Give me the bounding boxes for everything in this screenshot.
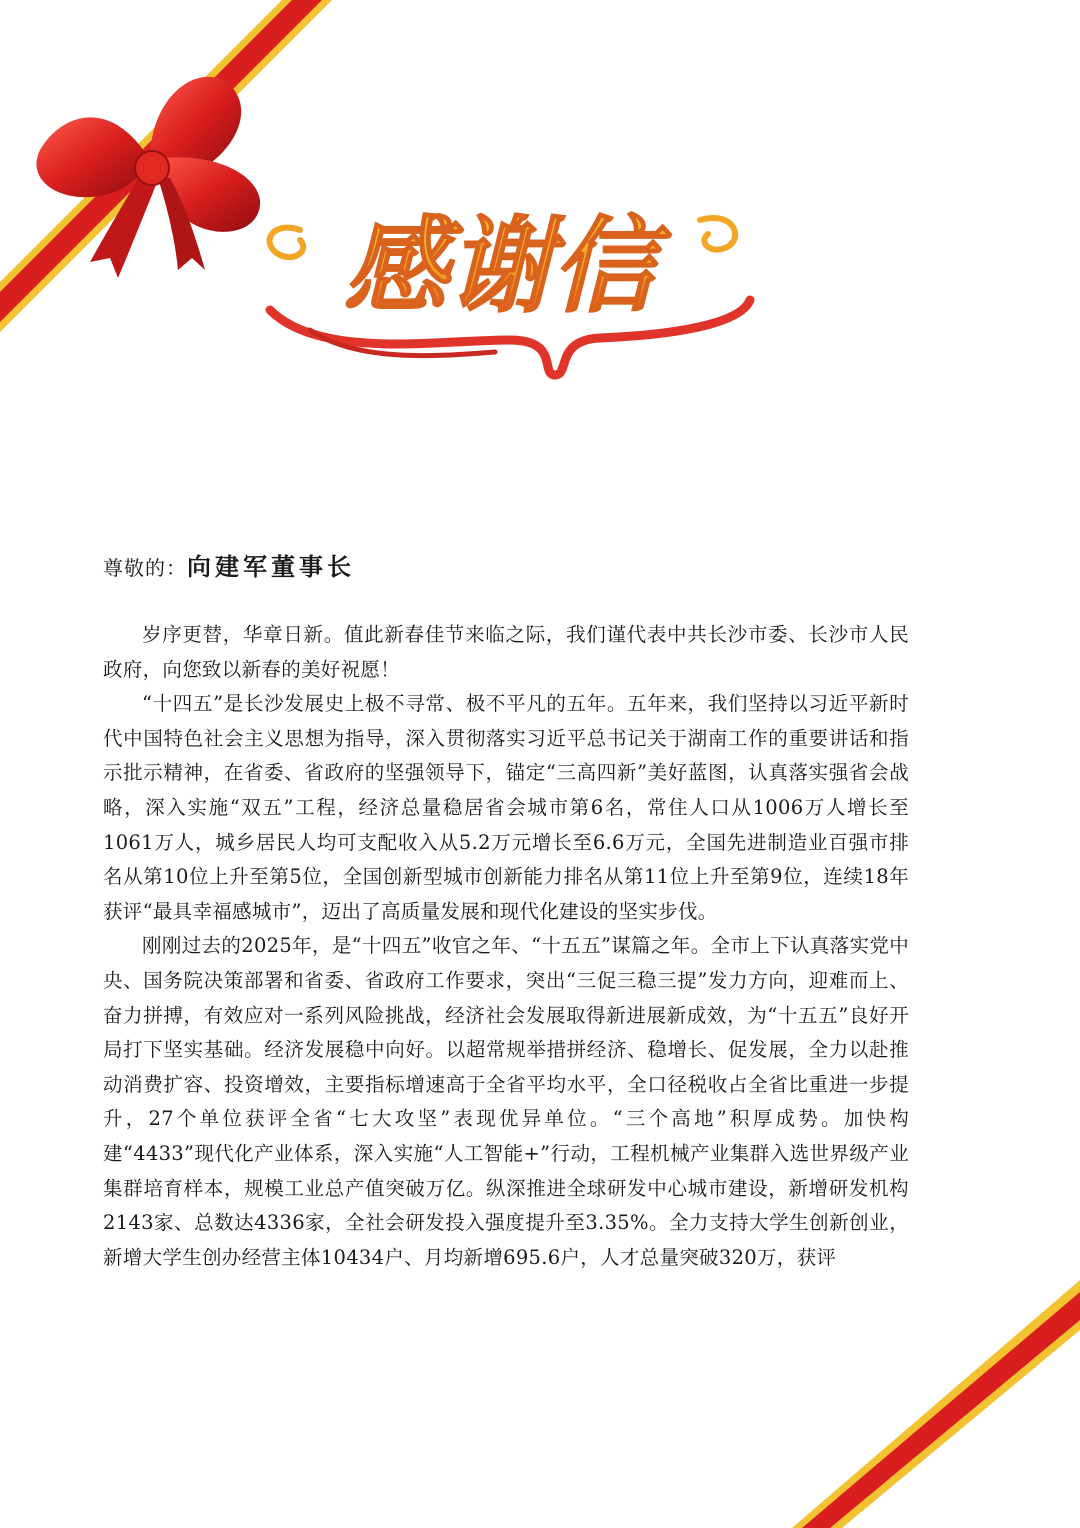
bow-knot [135, 151, 169, 185]
paragraph: 刚刚过去的2025年，是“十四五”收官之年、“十五五”谋篇之年。全市上下认真落实党中央、国务院决策部署和省委、省政府工作要求，突出“三促三稳三提”发力方向，迎难而上、奋力拼搏，有效应对一系列风险挑战，经济社会发展取得新进展新成效，为“十五五”良好开局打下坚实基础。经济发展稳中向好。以超常规举措拼经济、稳增长、促发展，全力以赴推动消费扩容、投资增效，主要指标增速高于全省平均水平，全口径税收占全省比重进一步提升，27个单位获评全省“七大攻坚”表现优异单位。“三个高地”积厚成势。加快构建“4433”现代化产业体系，深入实施“人工智能+”行动，工程机械产业集群入选世界级产业集群培育样本，规模工业总产值突破万亿。纵深推进全球研发中心城市建设，新增研发机构2143家、总数达4336家，全社会研发投入强度提升至3.35%。全力支持大学生创新创业，新增大学生创办经营主体10434户、月均新增695.6户，人才总量突破320万，获评 [103, 934, 909, 1269]
paragraph: 岁序更替，华章日新。值此新春佳节来临之际，我们谨代表中共长沙市委、长沙市人民政府，向您致以新春的美好祝愿！ [103, 623, 909, 681]
paragraph: “十四五”是长沙发展史上极不寻常、极不平凡的五年。五年来，我们坚持以习近平新时代中国特色社会主义思想为指导，深入贯彻落实习近平总书记关于湖南工作的重要讲话和指示批示精神，在省委、省政府的坚强领导下，锚定“三高四新”美好蓝图，认真落实强省会战略，深入实施“双五”工程，经济总量稳居省会城市第6名，常住人口从1006万人增长至1061万人，城乡居民人均可支配收入从5.2万元增长至6.6万元，全国先进制造业百强市排名从第10位上升至第5位，全国创新型城市创新能力排名从第11位上升至第9位，连续18年获评“最具幸福感城市”，迈出了高质量发展和现代化建设的坚实步伐。 [103, 692, 909, 923]
swirl-left [270, 228, 304, 257]
ribbon-gold-edge-2 [792, 1280, 1080, 1528]
salutation [103, 547, 355, 582]
recipient-name: 向建军董事长 [187, 553, 355, 581]
swirl-right [700, 218, 735, 250]
title-art [240, 190, 760, 400]
salutation-prefix: 尊敬的： [103, 556, 187, 580]
letter-title: 感谢信 [343, 205, 657, 327]
letter-body [103, 618, 909, 1275]
